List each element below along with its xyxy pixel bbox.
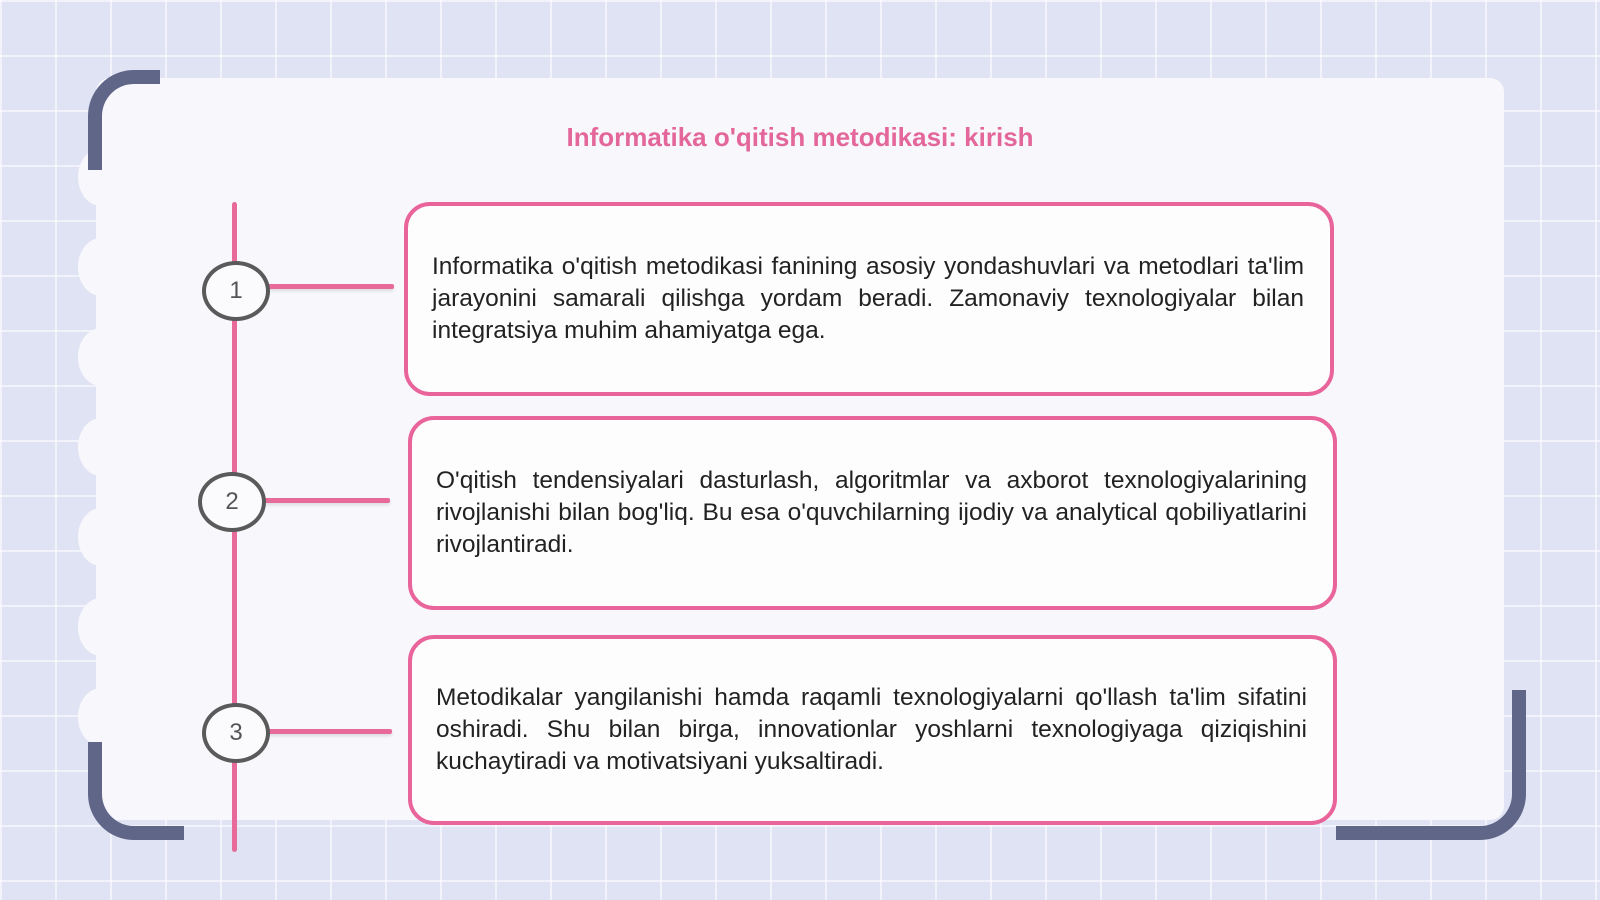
content-box-2 (408, 416, 1337, 610)
content-box-3 (408, 635, 1337, 825)
timeline-connector (264, 729, 392, 734)
corner-bracket-bottom-right (1336, 690, 1526, 840)
timeline-connector (262, 498, 390, 503)
slide-title: Informatika o'qitish metodikasi: kirish (566, 122, 1034, 152)
card-edge-scallop (78, 328, 124, 386)
corner-bracket-bottom-left (88, 742, 184, 840)
content-text-2: O'qitish tendensiyalari dasturlash, algoritmlar va axborot texnologiyalarining rivojlanishi bilan bog'liq. Bu esa o'quvchilarning ijodiy va analytical qobiliyatlarini rivojlantiradi. (436, 467, 1307, 558)
card-edge-scallop (78, 238, 124, 296)
content-text-3: Metodikalar yangilanishi hamda raqamli texnologiyalarni qo'llash ta'lim sifatini oshiradi. Shu bilan birga, innovationlar yoshlarni texnologiyaga qiziqishini kuchaytiradi va motivatsiyani yuksaltiradi. (436, 684, 1307, 775)
content-box-1 (404, 202, 1334, 396)
timeline-node-2: 2 (198, 472, 266, 532)
corner-bracket-top-left (88, 70, 160, 170)
card-edge-scallop (78, 688, 124, 746)
content-text-1: Informatika o'qitish metodikasi fanining asosiy yondashuvlari va metodlari ta'lim jarayonini samarali qilishga yordam beradi. Zamonaviy texnologiyalar bilan integratsiya muhim ahamiyatga ega. (432, 253, 1304, 344)
card-edge-scallop (78, 508, 124, 566)
card-edge-scallop (78, 598, 124, 656)
timeline-node-1: 1 (202, 261, 270, 321)
timeline-connector (266, 284, 394, 289)
card-edge-scallop (78, 418, 124, 476)
timeline-node-3: 3 (202, 703, 270, 763)
